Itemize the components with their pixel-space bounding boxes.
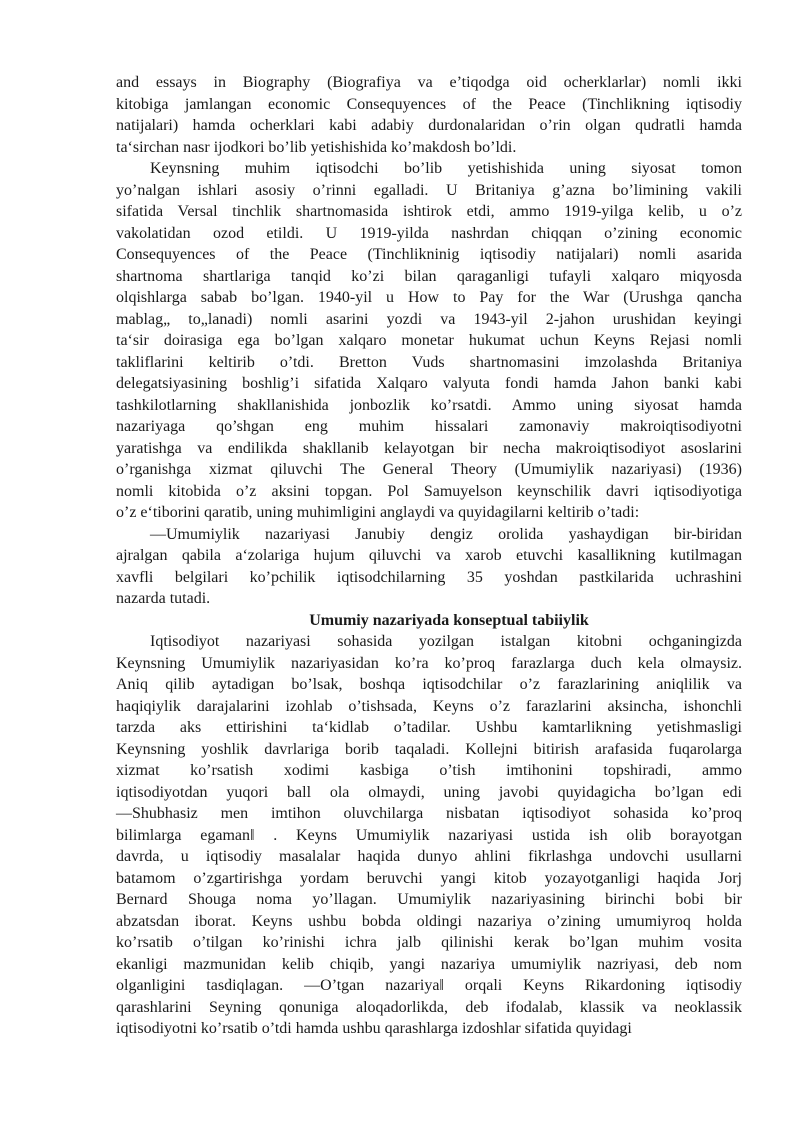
text-line: ―Umumiylik nazariyasi Janubiy dengiz orolida yashaydigan bir-biridan bbox=[150, 525, 742, 543]
text-line: nomli kitobida o’z aksini topgan. Pol Samuyelson keynschilik davri iqtisodiyotiga bbox=[116, 482, 742, 500]
text-line: yaratishga va endilikda shakllanib kelayotgan bir necha makroiqtisodiyot asoslarini bbox=[116, 439, 742, 457]
text-line: xavfli belgilari ko’pchilik iqtisodchilarning 35 yoshdan pastkilarida uchrashini bbox=[116, 568, 742, 586]
text-line: tashkilotlarning shakllanishida jonbozlik ko’rsatdi. Ammo uning siyosat hamda bbox=[116, 396, 742, 414]
text-line: vakolatidan ozod etildi. U 1919-yilda nashrdan chiqqan o’zining economic bbox=[116, 224, 742, 242]
text-line: iqtisodiyotni ko’rsatib o’tdi hamda ushbu qarashlarga izdoshlar sifatida quyidagi bbox=[116, 1020, 632, 1037]
text-line: Keynsning muhim iqtisodchi bo’lib yetishishida uning siyosat tomon bbox=[150, 160, 742, 177]
text-line: haqiqiylik darajalarini izohlab o’tishsada, Keyns o’z farazlarini aksincha, ishonchli bbox=[116, 697, 742, 715]
text-line: delegatsiyasining boshlig’i sifatida Xalqaro valyuta fondi hamda Jahon banki kabi bbox=[116, 375, 742, 392]
document-page bbox=[116, 72, 742, 1040]
paragraph bbox=[116, 524, 742, 610]
text-line: and essays in Biography (Biografiya va e’tiqodga oid ocherklarlar) nomli ikki bbox=[116, 74, 742, 91]
text-line: takliflarini keltirib o’tdi. Bretton Vuds shartnomasini imzolashda Britaniya bbox=[116, 353, 742, 371]
text-line: kitobiga jamlangan economic Consequyences of the Peace (Tinchlikning iqtisodiy bbox=[116, 95, 742, 113]
text-line: o’z e‘tiborini qaratib, uning muhimligini anglaydi va quyidagilarni keltirib o’tadi: bbox=[116, 504, 640, 521]
text-line: abzatsdan iborat. Keyns ushbu bobda oldingi nazariya o’zining umumiyroq holda bbox=[116, 912, 742, 930]
text-line: ―Shubhasiz men imtihon oluvchilarga nisbatan iqtisodiyot sohasida ko’proq bbox=[116, 805, 742, 822]
text-line: Iqtisodiyot nazariyasi sohasida yozilgan istalgan kitobni ochganingizda bbox=[150, 633, 742, 650]
text-line: Keynsning yoshlik davrlariga borib taqaladi. Kollejni bitirish arafasida fuqarolarga bbox=[116, 740, 742, 758]
text-line: shartnoma shartlariga tanqid ko’zi bilan qaraganligi tufayli xalqaro miqyosda bbox=[116, 267, 742, 285]
text-line: qarashlarini Seyning qonuniga aloqadorlikda, deb ifodalab, klassik va neoklassik bbox=[116, 998, 742, 1016]
text-line: ta‘sir doirasiga ega bo’lgan xalqaro monetar hukumat uchun Keyns Rejasi nomli bbox=[116, 332, 742, 349]
text-line: olganligini tasdiqlagan. ―O’tgan nazariya‖ orqali Keyns Rikardoning iqtisodiy bbox=[116, 977, 742, 994]
text-line: mablag„ to„lanadi) nomli asarini yozdi va 1943-yil 2-jahon urushidan keyingi bbox=[116, 310, 742, 328]
text-line: nazariyaga qo’shgan eng muhim hissalari zamonaviy makroiqtisodiyotni bbox=[116, 418, 742, 435]
text-line: yo’nalgan ishlari asosiy o’rinni egalladi. U Britaniya g’azna bo’limining vakili bbox=[116, 181, 742, 199]
text-line: sifatida Versal tinchlik shartnomasida ishtirok etdi, ammo 1919-yilga kelib, u o’z bbox=[116, 203, 742, 220]
text-line: batamom o’zgartirishga yordam beruvchi yangi kitob yozayotganligi haqida Jorj bbox=[116, 869, 742, 887]
section-heading: Umumiy nazariyada konseptual tabiiylik bbox=[309, 611, 589, 629]
text-line: Consequyences of the Peace (Tinchlikninig iqtisodiy natijalari) nomli asarida bbox=[116, 246, 742, 263]
paragraph bbox=[116, 631, 742, 1040]
text-line: bilimlarga egaman‖ . Keyns Umumiylik nazariyasi ustida ish olib borayotgan bbox=[116, 826, 742, 844]
text-line: iqtisodiyotdan yuqori ball ola olmaydi, uning javobi quyidagicha bo’lgan edi bbox=[116, 783, 742, 801]
text-line: olqishlarga sabab bo’lgan. 1940-yil u How to Pay for the War (Urushga qancha bbox=[116, 289, 742, 306]
text-line: ko’rsatib o’tilgan ko’rinishi ichra jalb qilinishi kerak bo’lgan muhim vosita bbox=[116, 934, 742, 951]
text-line: xizmat ko’rsatish xodimi kasbiga o’tish imtihonini topshiradi, ammo bbox=[116, 762, 742, 779]
paragraph bbox=[116, 72, 742, 158]
text-line: Aniq qilib aytadigan bo’lsak, boshqa iqtisodchilar o’z farazlarining aniqlilik va bbox=[116, 676, 742, 693]
text-line: Keynsning Umumiylik nazariyasidan ko’ra ko’proq farazlarga duch kela olmaysiz. bbox=[116, 654, 742, 672]
text-line: o’rganishga xizmat qiluvchi The General Theory (Umumiylik nazariyasi) (1936) bbox=[116, 461, 742, 478]
text-line: ajralgan qabila a‘zolariga hujum qiluvchi va xarob etuvchi kasallikning kutilmagan bbox=[116, 547, 742, 564]
text-line: tarzda aks ettirishini ta‘kidlab o’tadilar. Ushbu kamtarlikning yetishmasligi bbox=[116, 719, 742, 736]
text-line: ekanligi mazmunidan kelib chiqib, yangi nazariya umumiylik nazriyasi, deb nom bbox=[116, 955, 742, 973]
text-line: ta‘sirchan nasr ijodkori bo’lib yetishishida ko’makdosh bo’ldi. bbox=[116, 138, 517, 156]
text-line: nazarda tutadi. bbox=[116, 590, 211, 607]
paragraph bbox=[116, 158, 742, 524]
text-line: Bernard Shouga noma yo’llagan. Umumiylik nazariyasining birinchi bobi bir bbox=[116, 891, 742, 908]
text-line: davrda, u iqtisodiy masalalar haqida dunyo ahlini fikrlashga undovchi usullarni bbox=[116, 848, 742, 865]
text-line: natijalari) hamda ocherklari kabi adabiy durdonalaridan o’rin olgan qudratli hamda bbox=[116, 117, 742, 134]
